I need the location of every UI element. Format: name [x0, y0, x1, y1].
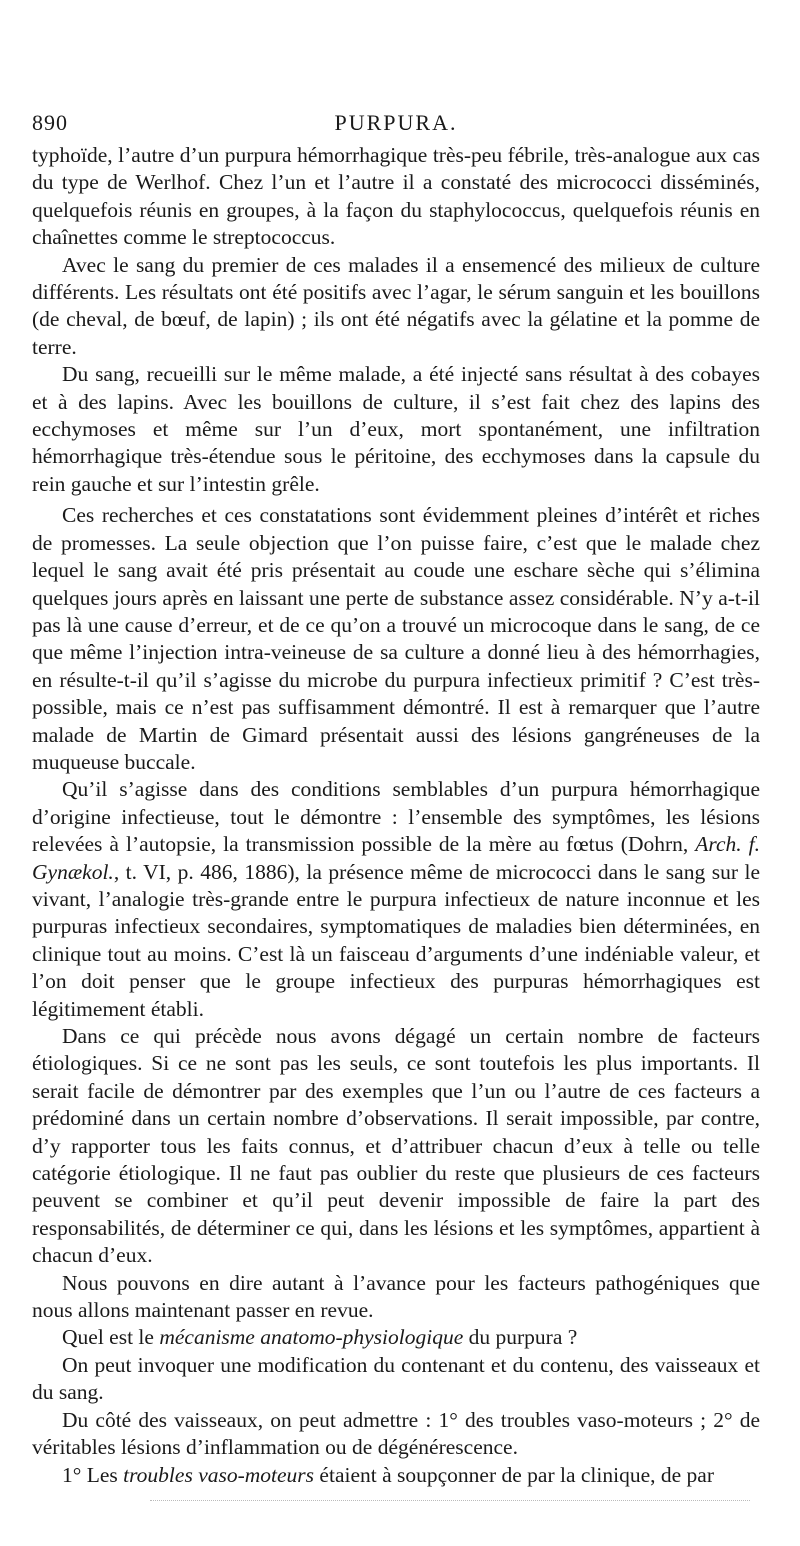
paragraph-text: du purpura ? — [463, 1325, 578, 1350]
emphasis-vasomotor: troubles vaso-moteurs — [123, 1462, 315, 1487]
paragraph-infectious-origin — [32, 776, 760, 1023]
paragraph-culture: Avec le sang du premier de ces malades il a ensemencé des milieux de culture différents. Les résultats ont été positifs avec l’agar, le sérum sanguin et les bouillons (de cheval, de bœuf, de lapin) ; ils ont été négatifs avec la gélatine et la pomme de terre. — [32, 252, 760, 359]
page-header — [32, 110, 760, 140]
paragraph-vasomotor — [32, 1462, 760, 1489]
paragraph-injection: Du sang, recueilli sur le même malade, a été injecté sans résultat à des cobayes et à des lapins. Avec les bouillons de culture, il s’est fait chez des lapins des ecchymoses et même sur l’un d’eux, mort spontanément, une infiltration hémorrhagique très-étendue sous le péritoine, des ecchymoses dans la capsule du rein gauche et sur l’intestin grêle. — [32, 362, 760, 496]
paragraph-text: 1° Les — [62, 1462, 124, 1487]
paragraph-vessels-blood: On peut invoquer une modification du contenant et du contenu, des vaisseaux et du sang. — [32, 1352, 760, 1405]
paragraph-objection: Ces recherches et ces constatations sont évidemment pleines d’intérêt et riches de promesses. La seule objection que l’on puisse faire, c’est que le malade chez lequel le sang avait été pris présentait au coude une eschare sèche qui s’élimina quelques jours après en laissant une perte de substance assez considérable. N’y a-t-il pas là une cause d’erreur, et de ce qu’on a trouvé un microcoque dans le sang, de ce que même l’injection intra-veineuse de sa culture a donné lieu à des hémorrhagies, en résulte-t-il qu’il s’agisse du microbe du purpura infectieux primitif ? C’est très-possible, mais ce n’est pas suffisamment démontré. Il est à remarquer que l’autre malade de Martin de Gimard présentait aussi des lésions gangréneuses de la muqueuse buccale. — [32, 503, 760, 774]
emphasis-mechanism: mécanisme anatomo-physiologique — [159, 1325, 464, 1350]
paragraph-text: Qu’il s’agisse dans des conditions semblables d’un purpura hémorrhagique d’origine infectieuse, tout le démontre : l’ensemble des symptômes, les lésions relevées à l’autopsie, la transmission possible de la mère au fœtus (Dohrn, — [32, 777, 760, 857]
paragraph-text: étaient à soupçonner de par la clinique, de par — [314, 1462, 715, 1487]
paragraph-etiology: Dans ce qui précède nous avons dégagé un certain nombre de facteurs étiologiques. Si ce ne sont pas les seuls, ce sont toutefois les plus importants. Il serait facile de démontrer par des exemples que l’un ou l’autre de ces facteurs a prédominé dans un certain nombre d’observations. Il serait impossible, par contre, d’y rapporter tous les faits connus, et d’attribuer chacun d’eux à telle ou telle catégorie étiologique. Il ne faut pas oublier du reste que plusieurs de ces facteurs peuvent se combiner et qu’il peut devenir impossible de faire la part des responsabilités, de déterminer ce qui, dans les lésions et les symptômes, appartient à chacun d’eux. — [32, 1024, 760, 1268]
body-text — [32, 142, 760, 1489]
paragraph-text: Quel est le — [62, 1325, 160, 1350]
footer-bleedthrough — [150, 1500, 750, 1501]
paragraph-question — [32, 1324, 760, 1351]
page-number: 890 — [32, 110, 68, 135]
paragraph-text: , t. VI, p. 486, 1886), la présence même de micrococci dans le sang sur le vivant, l’analogie très-grande entre le purpura infectieux de nature inconnue et les purpuras infectieux secondaires, symptomatiques de maladies bien déterminées, en clinique tout au moins. C’est là un faisceau d’arguments d’une indéniable valeur, et l’on doit penser que le groupe infectieux des purpuras hémorrhagiques est légitimement établi. — [32, 859, 760, 1021]
running-title: PURPURA. — [334, 110, 458, 135]
paragraph-pathogenic-factors: Nous pouvons en dire autant à l’avance pour les facteurs pathogéniques que nous allons maintenant passer en revue. — [32, 1270, 760, 1323]
citation-journal: Arch. f. Gynækol. — [32, 832, 761, 884]
paragraph-continuation: typhoïde, l’autre d’un purpura hémorrhagique très-peu fébrile, très-analogue aux cas du type de Werlhof. Chez l’un et l’autre il a constaté des micrococci disséminés, quelquefois réunis en groupes, à la façon du staphylococcus, quelquefois réunis en chaînettes comme le streptococcus. — [32, 143, 760, 250]
paragraph-vessels: Du côté des vaisseaux, on peut admettre : 1° des troubles vaso-moteurs ; 2° de véritables lésions d’inflammation ou de dégénérescence. — [32, 1407, 760, 1460]
